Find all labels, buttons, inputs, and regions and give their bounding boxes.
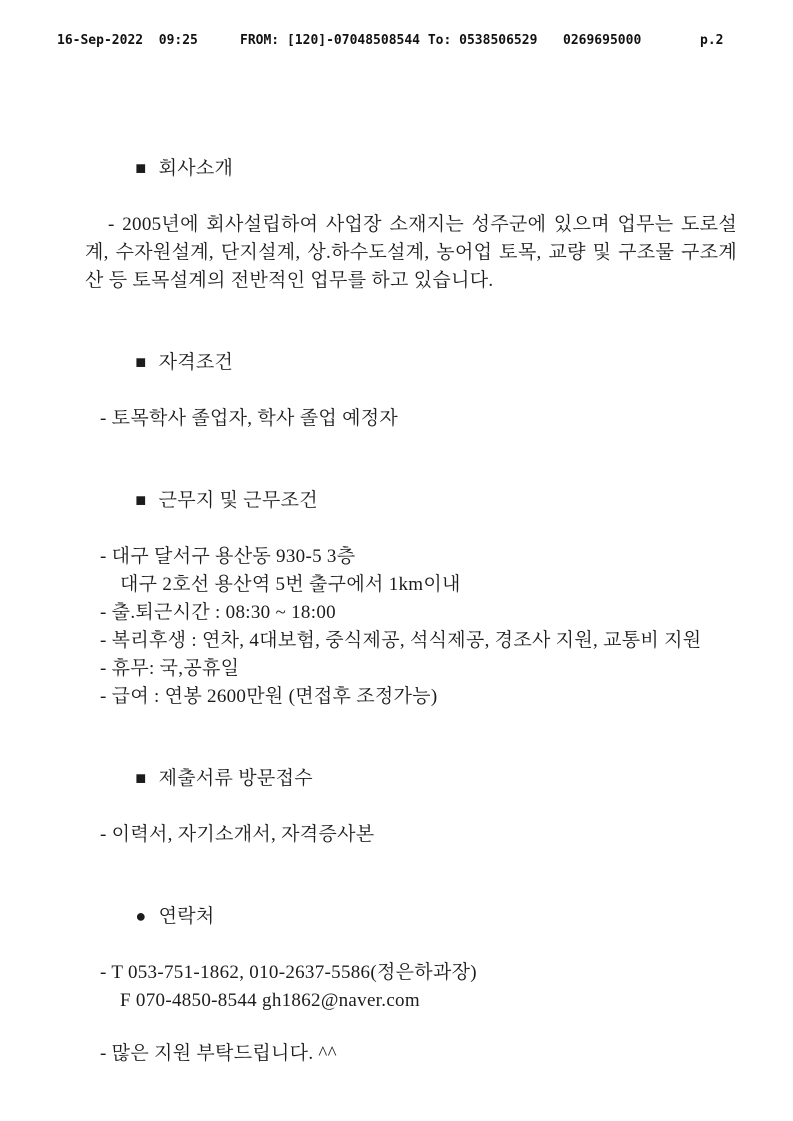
section-qualifications <box>85 320 737 433</box>
list-item-phone: - T 053-751-1862, 010-2637-5586(정은하과장) <box>100 962 477 983</box>
list-item-subway: 대구 2호선 용산역 5번 출구에서 1km이내 <box>120 574 461 595</box>
section-title-text: 근무지 및 근무조건 <box>158 490 318 511</box>
section-title <box>85 320 737 405</box>
list-item-benefits: - 복리후생 : 연차, 4대보험, 중식제공, 석식제공, 경조사 지원, 교통비 지원 <box>100 630 702 651</box>
section-contact <box>85 874 737 1015</box>
list-item-salary: - 급여 : 연봉 2600만원 (면접후 조정가능) <box>100 686 438 707</box>
section-title <box>85 736 737 821</box>
section-title-text: 제출서류 방문접수 <box>158 768 313 789</box>
circle-bullet-icon: ● <box>135 906 147 926</box>
section-company-intro <box>85 126 737 295</box>
fax-station-id: 0269695000 <box>563 33 642 48</box>
square-bullet-icon: ■ <box>135 158 147 178</box>
list-item: - 토목학사 졸업자, 학사 졸업 예정자 <box>100 408 399 429</box>
section-work-conditions <box>85 458 737 711</box>
document-body <box>85 126 737 1068</box>
section-documents <box>85 736 737 849</box>
closing-line: - 많은 지원 부탁드립니다. ^^ <box>100 1043 337 1064</box>
list-item-holidays: - 휴무: 국,공휴일 <box>100 658 240 679</box>
section-title <box>85 126 737 211</box>
fax-header <box>0 33 793 53</box>
company-intro-paragraph: - 2005년에 회사설립하여 사업장 소재지는 성주군에 있으며 업무는 도로설계, 수자원설계, 단지설계, 상.하수도설계, 농어업 토목, 교량 및 구조물 구조계산 등 토목설계의 전반적인 업무를 하고 있습니다. <box>85 214 737 291</box>
fax-from-to: FROM: [120]-07048508544 To: 0538506529 <box>240 33 538 48</box>
list-item-documents: - 이력서, 자기소개서, 자격증사본 <box>100 824 375 845</box>
section-title-text: 자격조건 <box>158 352 234 373</box>
square-bullet-icon: ■ <box>135 352 147 372</box>
list-item-address: - 대구 달서구 용산동 930-5 3층 <box>100 546 356 567</box>
square-bullet-icon: ■ <box>135 490 147 510</box>
section-title <box>85 874 737 959</box>
square-bullet-icon: ■ <box>135 768 147 788</box>
section-title-text: 회사소개 <box>158 158 234 179</box>
list-item-hours: - 출.퇴근시간 : 08:30 ~ 18:00 <box>100 602 336 623</box>
fax-datetime: 16-Sep-2022 09:25 <box>57 33 198 48</box>
list-item-fax-email: F 070-4850-8544 gh1862@naver.com <box>120 990 420 1011</box>
section-title-text: 연락처 <box>158 906 215 927</box>
section-title <box>85 458 737 543</box>
fax-page-number: p.2 <box>700 33 724 48</box>
